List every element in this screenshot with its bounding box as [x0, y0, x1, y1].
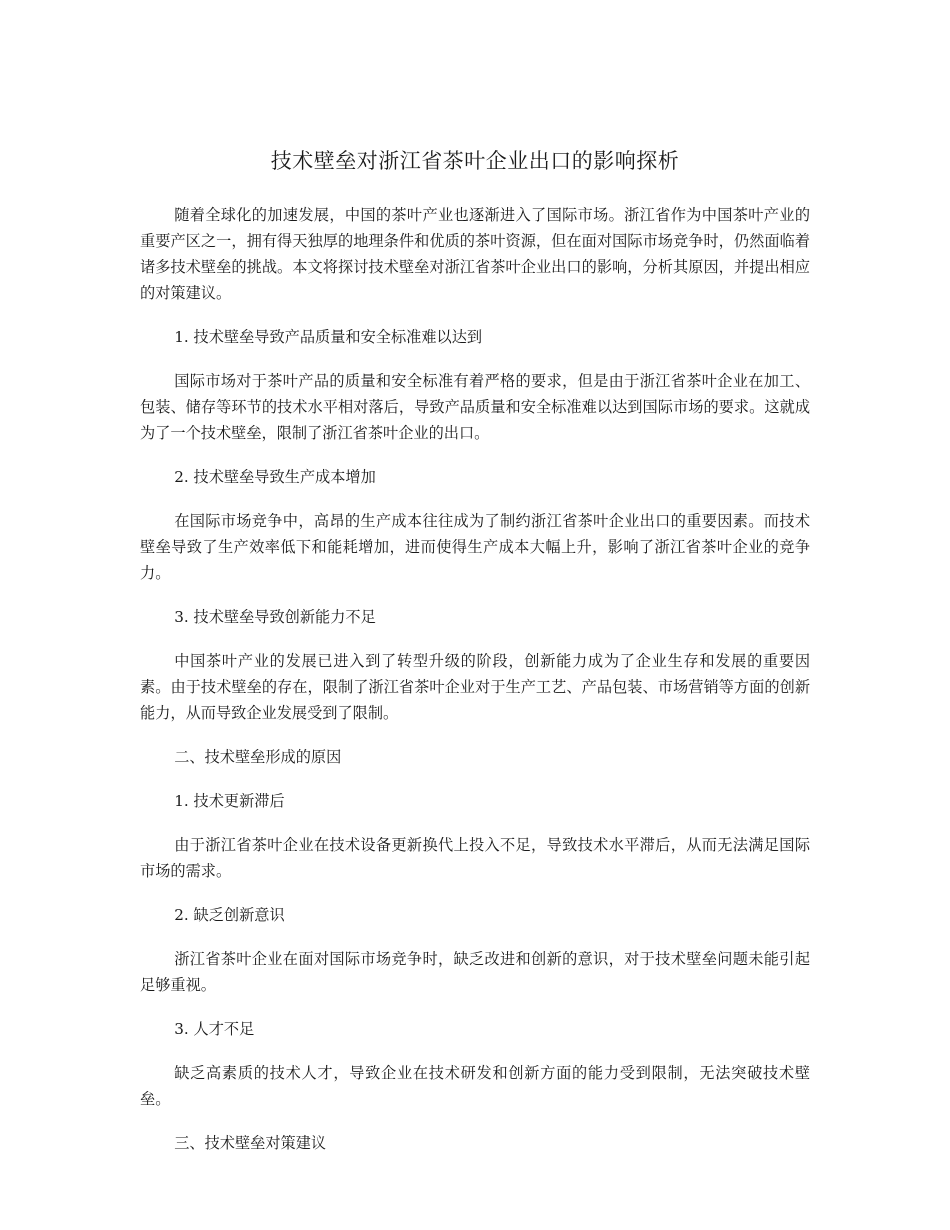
intro-paragraph: 随着全球化的加速发展，中国的茶叶产业也逐渐进入了国际市场。浙江省作为中国茶叶产业的重要产区之一，拥有得天独厚的地理条件和优质的茶叶资源，但在面对国际市场竞争时，仍然面临着诸多技术壁垒的挑战。本文将探讨技术壁垒对浙江省茶叶企业出口的影响，分析其原因，并提出相应的对策建议。: [140, 206, 810, 302]
document-title: 技术壁垒对浙江省茶叶企业出口的影响探析: [270, 149, 680, 173]
section-heading: 1. 技术更新滞后: [174, 792, 285, 810]
section-heading: 2. 技术壁垒导致生产成本增加: [174, 468, 376, 486]
body-paragraph: 由于浙江省茶叶企业在技术设备更新换代上投入不足，导致技术水平滞后，从而无法满足国际市场的需求。: [140, 836, 810, 880]
document-page: [140, 146, 810, 1174]
chapter-heading: 三、技术壁垒对策建议: [174, 1134, 327, 1152]
section-heading: 1. 技术壁垒导致产品质量和安全标准难以达到: [174, 328, 483, 346]
section-heading: 3. 人才不足: [174, 1020, 255, 1038]
chapter-heading: 二、技术壁垒形成的原因: [174, 748, 342, 766]
section-heading: 3. 技术壁垒导致创新能力不足: [174, 608, 376, 626]
body-paragraph: 国际市场对于茶叶产品的质量和安全标准有着严格的要求，但是由于浙江省茶叶企业在加工、包装、储存等环节的技术水平相对落后，导致产品质量和安全标准难以达到国际市场的要求。这就成为了一个技术壁垒，限制了浙江省茶叶企业的出口。: [140, 372, 810, 442]
body-paragraph: 在国际市场竞争中，高昂的生产成本往往成为了制约浙江省茶叶企业出口的重要因素。而技术壁垒导致了生产效率低下和能耗增加，进而使得生产成本大幅上升，影响了浙江省茶叶企业的竞争力。: [140, 512, 810, 582]
body-paragraph: 中国茶叶产业的发展已进入到了转型升级的阶段，创新能力成为了企业生存和发展的重要因素。由于技术壁垒的存在，限制了浙江省茶叶企业对于生产工艺、产品包装、市场营销等方面的创新能力，从而导致企业发展受到了限制。: [140, 652, 810, 722]
body-paragraph: 浙江省茶叶企业在面对国际市场竞争时，缺乏改进和创新的意识，对于技术壁垒问题未能引起足够重视。: [140, 950, 810, 994]
section-heading: 2. 缺乏创新意识: [174, 906, 285, 924]
body-paragraph: 缺乏高素质的技术人才，导致企业在技术研发和创新方面的能力受到限制，无法突破技术壁垒。: [140, 1064, 810, 1108]
